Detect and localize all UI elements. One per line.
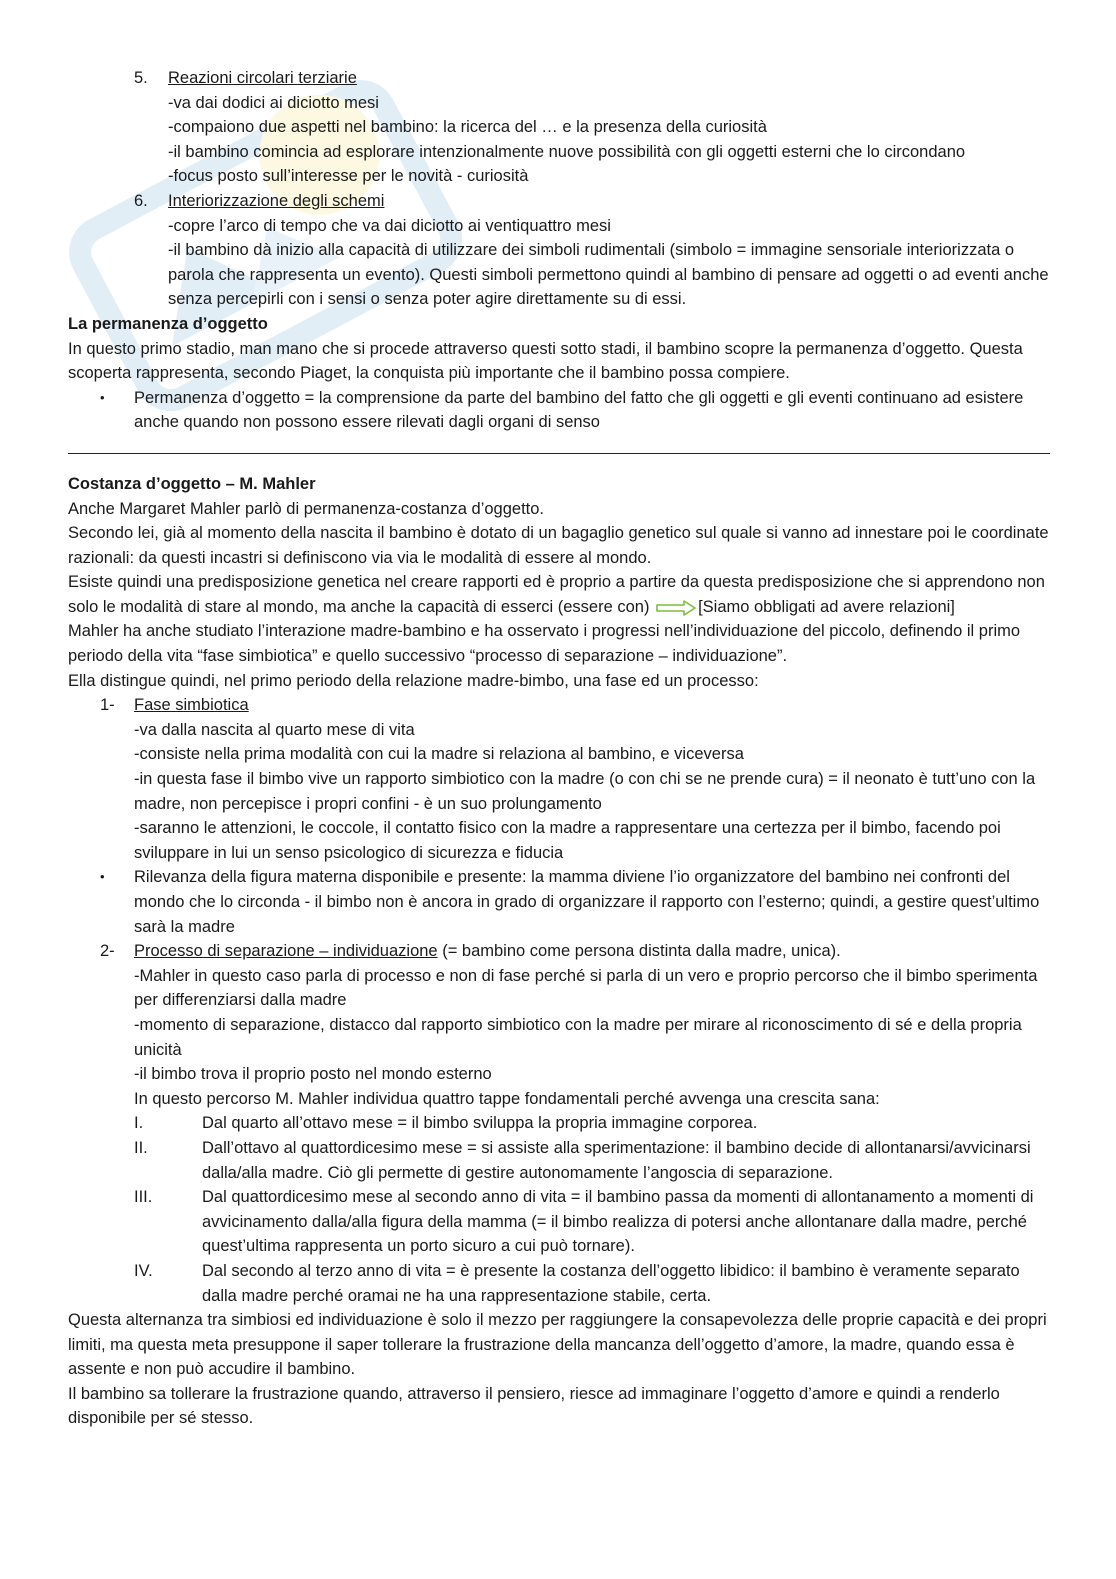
item-line: -Mahler in questo caso parla di processo e non di fase perché si parla di un vero e proprio percorso che il bimbo sperimenta per differenziarsi dalla madre	[134, 966, 1038, 1010]
roman-numeral: III.	[134, 1188, 153, 1207]
bullet-icon: •	[100, 389, 105, 405]
section-heading: La permanenza d’oggetto	[68, 314, 268, 333]
list-number: 2-	[100, 942, 115, 961]
item-title-note: (= bambino come persona distinta dalla madre, unica).	[437, 942, 841, 961]
list-item-fase	[68, 693, 1050, 865]
tappa-text: Dall’ottavo al quattordicesimo mese = si assiste alla sperimentazione: il bambino decide di allontanarsi/avvicinarsi dalla/alla madre. Ciò gli permette di gestire autonomamente l’angoscia di separazione.	[202, 1138, 1031, 1182]
paragraph: In questo primo stadio, man mano che si procede attraverso questi sotto stadi, il bambino scopre la permanenza d’oggetto. Questa scoperta rappresenta, secondo Piaget, la conquista più importante che il bambino possa compiere.	[68, 339, 1023, 383]
item-line: -consiste nella prima modalità con cui la madre si relaziona al bambino, e viceversa	[134, 745, 744, 764]
horizontal-rule	[68, 443, 1050, 454]
bullet-text: Rilevanza della figura materna disponibile e presente: la mamma diviene l’io organizzatore del bambino nei confronti del mondo che lo circonda - il bimbo non è ancora in grado di organizzare il rapporto con l’esterno; quindi, a gestire quest’ultimo sarà la madre	[134, 868, 1040, 936]
text: Esiste quindi una predisposizione genetica nel creare rapporti ed è proprio a partire da questa predisposizione che si apprendono non solo le modalità di stare al mondo, ma anche la capacità di esserci (essere con)	[68, 573, 1045, 616]
tappa-item	[68, 1185, 1050, 1259]
item-line: -va dalla nascita al quarto mese di vita	[134, 720, 415, 739]
paragraph: Anche Margaret Mahler parlò di permanenza-costanza d’oggetto.	[68, 499, 545, 518]
paragraph: Il bambino sa tollerare la frustrazione quando, attraverso il pensiero, riesce ad immaginare l’oggetto d’amore e quindi a renderlo disponibile per sé stesso.	[68, 1384, 1000, 1428]
bullet-icon: •	[100, 869, 105, 885]
item-title: Processo di separazione – individuazione	[134, 942, 438, 961]
tappa-item	[68, 1259, 1050, 1308]
bullet-item	[68, 865, 1050, 939]
bullet-text: Permanenza d’oggetto = la comprensione da parte del bambino del fatto che gli oggetti e gli eventi continuano ad esistere anche quando non possono essere rilevati dagli organi di senso	[134, 388, 1024, 432]
list-number: 5.	[134, 69, 148, 87]
paragraph: Mahler ha anche studiato l’interazione madre-bambino e ha osservato i progressi nell’individuazione del piccolo, definendo il primo periodo della vita “fase simbiotica” e quello successivo “processo di separazione – individuazione”.	[68, 622, 1021, 666]
item-line: -va dai dodici ai diciotto mesi	[168, 93, 379, 112]
section-heading: Costanza d’oggetto – M. Mahler	[68, 474, 316, 493]
item-line: -in questa fase il bimbo vive un rapporto simbiotico con la madre (o con chi se ne prende cura) = il neonato è tutt’uno con la madre, non percepisce i propri confini - è un suo prolungamento	[134, 770, 1036, 813]
item-line: -il bambino dà inizio alla capacità di utilizzare dei simboli rudimentali (simbolo = immagine sensoriale interiorizzata o parola che rappresenta un evento). Questi simboli permettono quindi al bambino di pensare ad oggetti o ad eventi anche senza percepirli con i sensi o senza poter agire direttamente su di essi.	[168, 241, 1049, 309]
item-title: Fase simbiotica	[134, 696, 249, 715]
tappa-item	[68, 1111, 1050, 1136]
item-title: Interiorizzazione degli schemi	[168, 191, 385, 210]
paragraph: Secondo lei, già al momento della nascita il bambino è dotato di un bagaglio genetico sul quale si vanno ad innestare poi le coordinate razionali: da questi incastri si definiscono via via le modalità di essere al mondo.	[68, 524, 1049, 567]
item-line: -compaiono due aspetti nel bambino: la ricerca del … e la presenza della curiosità	[168, 118, 767, 137]
list-number: 1-	[100, 696, 115, 715]
bullet-item	[68, 386, 1050, 435]
list-number: 6.	[134, 191, 148, 210]
roman-numeral: I.	[134, 1114, 144, 1133]
paragraph: Ella distingue quindi, nel primo periodo della relazione madre-bimbo, una fase ed un processo:	[68, 671, 759, 690]
roman-numeral: II.	[134, 1138, 148, 1157]
item-line: -saranno le attenzioni, le coccole, il contatto fisico con la madre a rappresentare una certezza per il bimbo, facendo poi sviluppare in lui un senso psicologico di sicurezza e fiducia	[134, 819, 1001, 862]
item-line: -focus posto sull’interesse per le novità - curiosità	[168, 167, 529, 186]
list-item-5	[68, 66, 1050, 189]
paragraph: Questa alternanza tra simbiosi ed individuazione è solo il mezzo per raggiungere la consapevolezza delle proprie capacità e dei propri limiti, ma questa meta presuppone il saper tollerare la frustrazione della mancanza dell’oggetto d’amore, la madre, quando essa è assente e non può accudire il bambino.	[68, 1311, 1047, 1379]
item-title: Reazioni circolari terziarie	[168, 69, 357, 87]
list-item-6	[68, 189, 1050, 312]
item-line: -il bimbo trova il proprio posto nel mondo esterno	[134, 1065, 492, 1084]
item-line: -momento di separazione, distacco dal rapporto simbiotico con la madre per mirare al riconoscimento di sé e della propria unicità	[134, 1015, 1022, 1059]
item-title-line	[134, 939, 1050, 964]
right-arrow-icon	[656, 600, 696, 616]
document-page	[68, 66, 1050, 1431]
tappa-text: Dal secondo al terzo anno di vita = è presente la costanza dell’oggetto libidico: il bambino è veramente separato dalla madre perché oramai ne ha una rappresentazione stabile, certa.	[202, 1261, 1020, 1305]
item-line: -copre l’arco di tempo che va dai diciotto ai ventiquattro mesi	[168, 216, 611, 235]
paragraph-with-arrow	[68, 570, 1050, 619]
tappa-text: Dal quattordicesimo mese al secondo anno di vita = il bambino passa da momenti di allontanamento a momenti di avvicinamento dalla/alla figura della mamma (= il bimbo realizza di potersi anche allontanare dalla madre, perché quest’ultima rappresenta un porto sicuro a cui può tornare).	[202, 1188, 1034, 1256]
item-line: In questo percorso M. Mahler individua quattro tappe fondamentali perché avvenga una crescita sana:	[134, 1089, 880, 1108]
roman-numeral: IV.	[134, 1261, 153, 1280]
tappa-item	[68, 1136, 1050, 1185]
text: [Siamo obbligati ad avere relazioni]	[698, 597, 955, 616]
item-line: -il bambino comincia ad esplorare intenzionalmente nuove possibilità con gli oggetti esterni che lo circondano	[168, 142, 966, 161]
list-item-processo	[68, 939, 1050, 1111]
tappa-text: Dal quarto all’ottavo mese = il bimbo sviluppa la propria immagine corporea.	[202, 1114, 758, 1133]
